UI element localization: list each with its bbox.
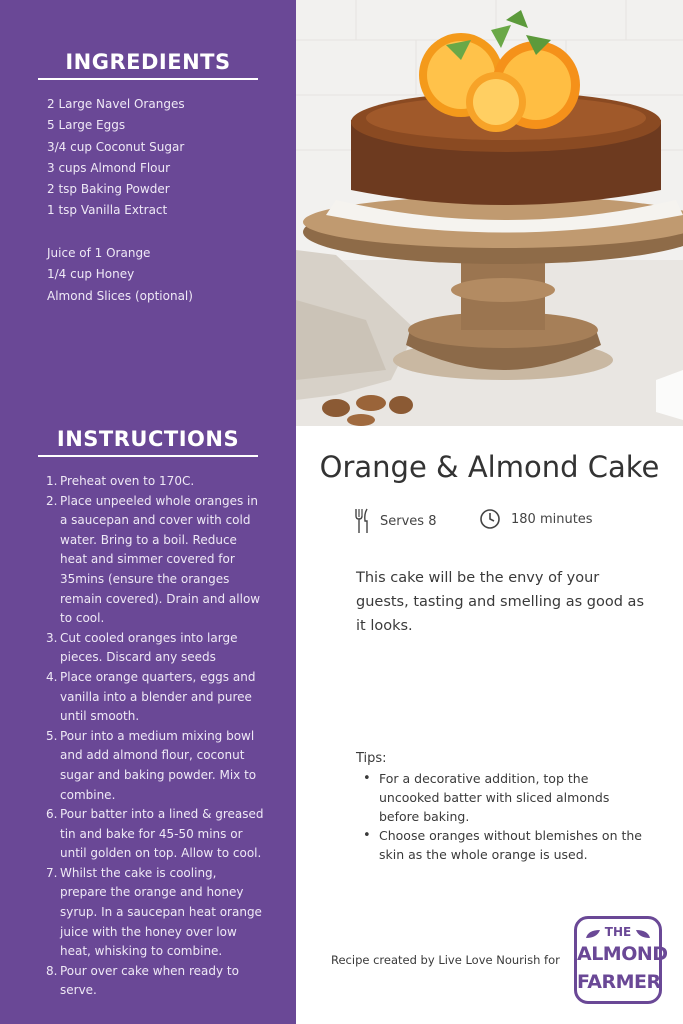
tip-item: • For a decorative addition, top the uncooked batter with sliced almonds before baking. xyxy=(379,769,647,826)
step-text: Preheat oven to 170C. xyxy=(60,474,195,488)
cake-illustration xyxy=(296,0,683,426)
step-number: 6. xyxy=(46,807,58,822)
step-number: 7. xyxy=(46,865,58,880)
instruction-step xyxy=(46,864,264,962)
logo-line3: FARMER xyxy=(577,971,661,993)
serves-info xyxy=(354,508,436,534)
instructions-list xyxy=(46,472,264,1001)
time-text: 180 minutes xyxy=(511,511,593,527)
ingredient-item: 2 tsp Baking Powder xyxy=(47,182,170,197)
fork-knife-icon xyxy=(354,508,370,534)
step-number: 1. xyxy=(46,474,58,488)
step-text: Place unpeeled whole oranges in a saucepan and cover with cold water. Bring to a boil. Reduce heat and simmer covered for 35mins (ensure the oranges remain covered). Drain and allow to cool. xyxy=(60,493,261,626)
step-text: Pour into a medium mixing bowl and add almond flour, coconut sugar and baking powder. Mix to combine. xyxy=(60,728,257,802)
step-text: Pour batter into a lined & greased tin and bake for 45-50 mins or until golden on top. Allow to cool. xyxy=(60,807,264,861)
ingredient-spacer xyxy=(47,222,193,243)
instructions-heading: INSTRUCTIONS xyxy=(38,427,258,457)
instruction-step xyxy=(46,805,264,864)
step-text: Cut cooled oranges into large pieces. Discard any seeds xyxy=(60,630,238,665)
time-info xyxy=(479,508,593,530)
instruction-step xyxy=(46,668,264,727)
recipe-title: Orange & Almond Cake xyxy=(319,450,660,484)
tips-label: Tips: xyxy=(356,751,387,766)
sidebar xyxy=(0,0,296,1024)
almond-farmer-logo xyxy=(574,916,668,1004)
ingredient-item: 1 tsp Vanilla Extract xyxy=(47,203,168,218)
step-number: 4. xyxy=(46,669,58,684)
clock-icon xyxy=(479,508,501,530)
step-number: 8. xyxy=(46,963,58,978)
ingredient-item: 3/4 cup Coconut Sugar xyxy=(47,139,185,154)
cake-photo xyxy=(296,0,683,426)
logo-line2: ALMOND xyxy=(577,943,668,965)
tips-list xyxy=(379,769,647,864)
ingredient-item: 3 cups Almond Flour xyxy=(47,160,171,175)
ingredient-item: 5 Large Eggs xyxy=(47,118,126,133)
instruction-step xyxy=(46,492,264,629)
step-number: 2. xyxy=(46,493,58,508)
tip-item: • Choose oranges without blemishes on the skin as the whole orange is used. xyxy=(379,826,647,864)
step-number: 5. xyxy=(46,728,58,743)
step-number: 3. xyxy=(46,630,58,645)
instruction-step xyxy=(46,472,264,492)
ingredients-heading: INGREDIENTS xyxy=(38,50,258,80)
step-text: Place orange quarters, eggs and vanilla into a blender and puree until smooth. xyxy=(60,669,256,724)
ingredient-item: 2 Large Navel Oranges xyxy=(47,97,185,111)
recipe-credit: Recipe created by Live Love Nourish for xyxy=(331,953,560,967)
step-text: Whilst the cake is cooling, prepare the orange and honey syrup. In a saucepan heat orange juice with the honey over low heat, whisking to combine. xyxy=(60,865,262,959)
recipe-description: This cake will be the envy of your guests, tasting and smelling as good as it looks. xyxy=(356,570,644,634)
serves-text: Serves 8 xyxy=(380,513,437,529)
ingredient-item: Almond Slices (optional) xyxy=(47,288,193,303)
instruction-step xyxy=(46,962,264,1001)
ingredient-item: 1/4 cup Honey xyxy=(47,267,135,282)
ingredient-item: Juice of 1 Orange xyxy=(47,246,151,261)
instruction-step xyxy=(46,629,264,668)
logo-line1: THE xyxy=(604,925,632,939)
step-text: Pour over cake when ready to serve. xyxy=(60,963,239,998)
instruction-step xyxy=(46,727,264,805)
ingredients-list xyxy=(47,94,193,307)
leaf-icon xyxy=(635,929,651,939)
